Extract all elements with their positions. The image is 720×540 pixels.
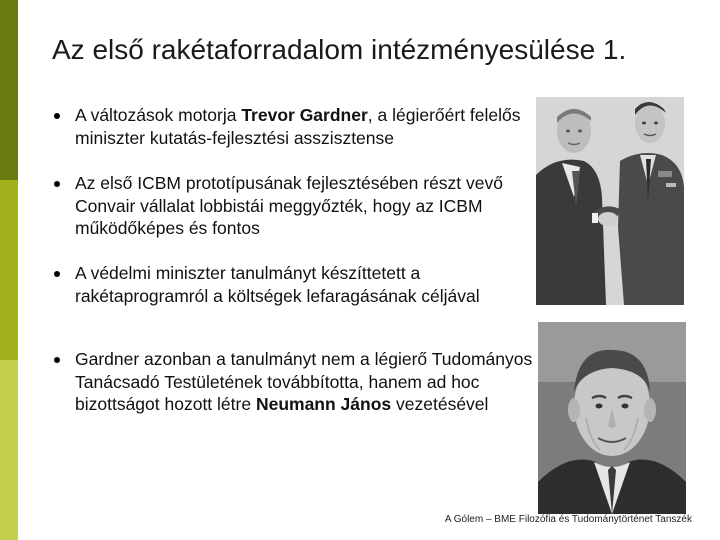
bullet-dot-icon: [54, 113, 60, 119]
sidebar-decoration: [0, 0, 18, 540]
bullet-text-part: vezetésével: [391, 394, 489, 414]
bullet-text: [75, 172, 535, 240]
handshake-photo: [536, 97, 684, 305]
bullet-text-part: Gardner azonban a tanulmányt nem a légierő Tudományos Tanácsadó Testületének továbbította, hanem ad hoc bizottságot hozott létre: [75, 349, 533, 414]
bullet-text: [75, 262, 535, 307]
bullet-text-bold: Neumann János: [255, 394, 392, 414]
bullet-text-part: A változások motorja: [75, 105, 242, 125]
bullet-text-part: Az első ICBM prototípusának fejlesztésében részt vevő Convair vállalat lobbistái meggyőzték, hogy az ICBM működőképes és fontos: [75, 173, 503, 238]
sidebar-band-mid: [0, 180, 18, 360]
bullet-dot-icon: [54, 357, 60, 363]
sidebar-band-light: [0, 360, 18, 540]
bullet-text-bold: Trevor Gardner: [241, 105, 368, 125]
portrait-photo: [538, 322, 686, 514]
bullet-text-part: A védelmi miniszter tanulmányt készíttetett a rakétaprogramról a költségek lefaragásának céljával: [75, 263, 480, 306]
bullet-dot-icon: [54, 181, 60, 187]
bullet-text-part: , a légierőért felelős miniszter kutatás-fejlesztési asszisztense: [75, 105, 521, 148]
slide-footer: A Gólem – BME Filozófia és Tudománytörténet Tanszék: [444, 514, 692, 525]
bullet-text: [75, 104, 535, 149]
sidebar-band-dark: [0, 0, 18, 180]
slide-title: Az első rakétaforradalom intézményesülése 1.: [52, 34, 627, 65]
bullet-text: [75, 348, 535, 416]
bullet-dot-icon: [54, 271, 60, 277]
